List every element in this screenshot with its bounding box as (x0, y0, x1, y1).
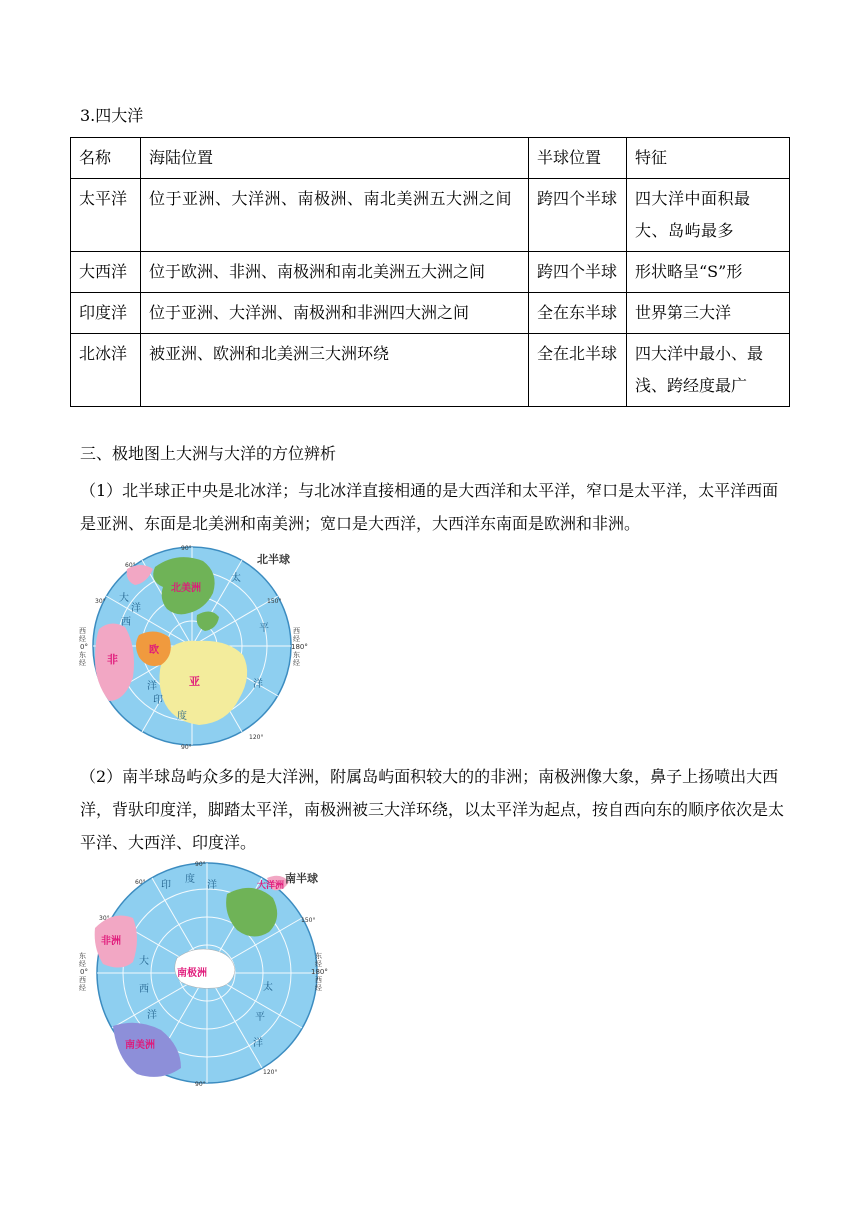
cell-hemisphere: 跨四个半球 (529, 252, 627, 293)
lon-label: 东 (79, 952, 86, 960)
ocean-char: 平 (255, 1012, 265, 1023)
paragraph-north: （1）北半球正中央是北冰洋；与北冰洋直接相通的是大西洋和太平洋，窄口是太平洋，太平洋西面是亚洲、东面是北美洲和南美洲；宽口是大西洋，大西洋东南面是欧洲和非洲。 (80, 481, 779, 533)
degree-label: 30° (95, 598, 106, 605)
ocean-char: 西 (139, 984, 149, 995)
ocean-char: 洋 (131, 603, 141, 614)
cell-feature: 四大洋中最小、最浅、跨经度最广 (627, 334, 790, 407)
table-row (71, 179, 790, 252)
lon-label: 东 (79, 651, 86, 659)
lon-label: 经 (79, 659, 86, 667)
cell-feature: 形状略呈“S”形 (627, 252, 790, 293)
cell-hemisphere: 跨四个半球 (529, 179, 627, 252)
ocean-char: 洋 (207, 880, 217, 891)
ocean-char: 大 (119, 593, 129, 604)
degree-label: 90° (181, 744, 192, 749)
lon-label: 经 (293, 635, 300, 643)
lon-label: 东 (293, 651, 300, 659)
lon-label: 经 (315, 984, 322, 992)
lon-label: 西 (79, 976, 86, 984)
table-row (71, 252, 790, 293)
degree-label: 60° (125, 562, 136, 569)
cell-hemisphere: 全在东半球 (529, 293, 627, 334)
lon-label: 0° (80, 968, 88, 976)
north-hemisphere-map (77, 543, 309, 749)
degree-label: 60° (135, 879, 146, 886)
label-oceania: 大洋洲 (257, 881, 285, 891)
lon-label: 经 (293, 659, 300, 667)
header-name: 名称 (71, 138, 141, 179)
table-header-row (71, 138, 790, 179)
cell-location: 位于亚洲、大洋洲、南极洲、南北美洲五大洲之间 (141, 179, 529, 252)
ocean-char: 度 (185, 874, 195, 885)
ocean-char: 大 (139, 956, 149, 967)
label-europe: 欧 (149, 645, 159, 656)
label-north-america: 北美洲 (171, 583, 201, 594)
lon-label: 0° (80, 643, 88, 651)
ocean-char: 太 (231, 573, 241, 584)
label-south-america: 南美洲 (125, 1040, 155, 1051)
lon-label: 180° (291, 643, 308, 651)
lon-label: 西 (79, 627, 86, 635)
degree-label: 90° (181, 545, 192, 552)
lon-label: 经 (315, 960, 322, 968)
ocean-char: 洋 (147, 681, 157, 692)
degree-label: 30° (99, 915, 110, 922)
label-africa: 非 (107, 653, 118, 666)
degree-label: 120° (263, 1069, 278, 1076)
lon-label: 经 (79, 984, 86, 992)
cell-hemisphere: 全在北半球 (529, 334, 627, 407)
ocean-char: 印 (161, 880, 171, 891)
header-hemisphere: 半球位置 (529, 138, 627, 179)
ocean-char: 印 (153, 695, 163, 706)
label-antarctica: 南极洲 (177, 968, 207, 979)
lon-label: 经 (79, 635, 86, 643)
ocean-char: 洋 (147, 1010, 157, 1021)
lon-label: 西 (315, 976, 322, 984)
cell-name: 印度洋 (71, 293, 141, 334)
ocean-char: 太 (263, 982, 273, 993)
table-row (71, 334, 790, 407)
degree-label: 150° (267, 598, 282, 605)
table-row (71, 293, 790, 334)
south-hemisphere-map (77, 858, 329, 1086)
ocean-char: 度 (177, 711, 187, 722)
degree-label: 150° (301, 917, 316, 924)
degree-label: 90° (195, 861, 206, 868)
cell-name: 太平洋 (71, 179, 141, 252)
ocean-char: 西 (121, 617, 131, 628)
cell-name: 北冰洋 (71, 334, 141, 407)
degree-label: 120° (249, 734, 264, 741)
map-title: 北半球 (257, 553, 290, 566)
ocean-char: 洋 (253, 679, 263, 690)
oceans-table (70, 137, 790, 407)
lon-label: 经 (79, 960, 86, 968)
section-heading: 三、极地图上大洲与大洋的方位辨析 (80, 444, 337, 463)
cell-feature: 四大洋中面积最大、岛屿最多 (627, 179, 790, 252)
lon-label: 180° (311, 968, 328, 976)
cell-feature: 世界第三大洋 (627, 293, 790, 334)
header-feature: 特征 (627, 138, 790, 179)
cell-location: 被亚洲、欧洲和北美洲三大洲环绕 (141, 334, 529, 407)
label-asia: 亚 (189, 675, 200, 688)
lon-label: 东 (315, 952, 322, 960)
map-title: 南半球 (285, 872, 318, 885)
label-africa: 非洲 (101, 936, 121, 947)
cell-location: 位于欧洲、非洲、南极洲和南北美洲五大洲之间 (141, 252, 529, 293)
cell-name: 大西洋 (71, 252, 141, 293)
degree-label: 90° (195, 1081, 206, 1086)
cell-location: 位于亚洲、大洋洲、南极洲和非洲四大洲之间 (141, 293, 529, 334)
paragraph-south: （2）南半球岛屿众多的是大洋洲，附属岛屿面积较大的的非洲；南极洲像大象，鼻子上扬喷出大西洋，背驮印度洋，脚踏太平洋，南极洲被三大洋环绕，以太平洋为起点，按自西向东的顺序依次是太平洋、大西洋、印度洋。 (80, 767, 785, 852)
header-location: 海陆位置 (141, 138, 529, 179)
section-title: 3.四大洋 (80, 106, 144, 125)
ocean-char: 平 (259, 623, 269, 634)
ocean-char: 洋 (253, 1038, 263, 1049)
lon-label: 西 (293, 627, 300, 635)
